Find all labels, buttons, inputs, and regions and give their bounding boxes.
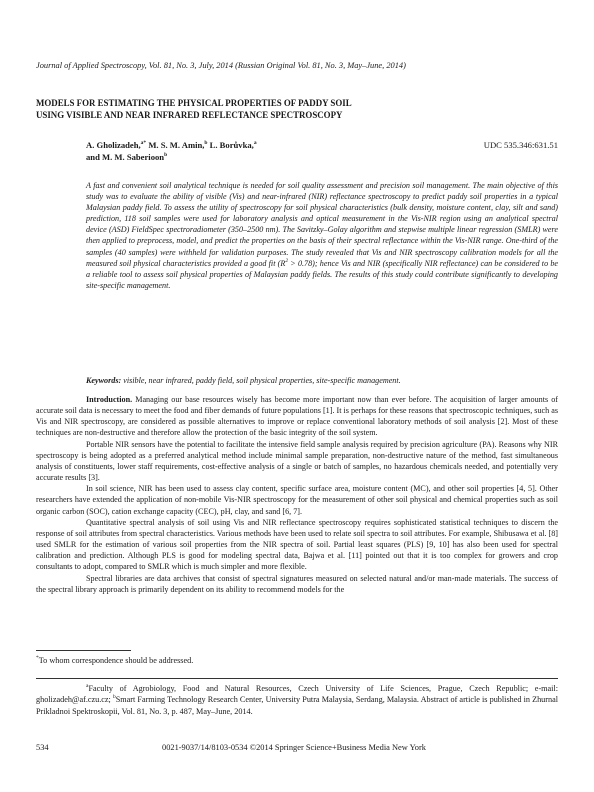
author-affiliation-mark: a* <box>140 140 147 146</box>
abstract <box>86 180 558 291</box>
body-text <box>36 394 558 595</box>
affiliation-mark: b <box>112 694 116 701</box>
paragraph: Portable NIR sensors have the potential to facilitate the intensive field sample analysis required by precision agriculture (PA). Reasons why NIR spectroscopy is being adopted as a preferred analytical method include minimal sample preparation, non-destructive nature of the method, fast simultaneous analysis of constituents, lower staff requirements, cost-effective analysis of a single or batch of samples, no hazardous chemicals needed, and potentially very accurate results [3]. <box>36 439 558 483</box>
page-number: 534 <box>36 743 49 752</box>
journal-citation-line: Journal of Applied Spectroscopy, Vol. 81, No. 3, July, 2014 (Russian Original Vol. 81, No. 3, May–June, 2014) <box>36 61 406 70</box>
article-title <box>36 97 558 121</box>
title-line-2: USING VISIBLE AND NEAR INFRARED REFLECTANCE SPECTROSCOPY <box>36 110 343 120</box>
author-name: M. S. M. Amin, <box>146 140 205 150</box>
footnote-divider <box>36 650 131 651</box>
affiliation-mark: a <box>86 683 89 689</box>
paragraph: In soil science, NIR has been used to assess clay content, specific surface area, moisture content (MC), and other soil properties [4, 5]. Other researchers have extended the application of non-mobile Vis-NIR spectroscopy for the measurement of other soil physical and chemical properties such as soil organic carbon (SOC), cation exchange capacity (CEC), pH, clay, and sand [6, 7]. <box>36 484 558 516</box>
author-line-1 <box>86 140 456 152</box>
section-heading-introduction: Introduction. <box>86 395 133 404</box>
title-line-1: MODELS FOR ESTIMATING THE PHYSICAL PROPERTIES OF PADDY SOIL <box>36 98 352 108</box>
author-line-2 <box>86 152 456 164</box>
udc-code: UDC 535.346:631.51 <box>483 140 558 150</box>
paragraph-text: Managing our base resources wisely has become more important now than ever before. The acquisition of larger amounts of accurate soil data is necessary to meet the food and fiber demands of future populations [1]. It is perhaps for these reasons that spectroscopic techniques, such as Vis and NIR spectroscopy, are considered as possible alternatives to improve or replace conventional laboratory methods of soil analysis [2]. Most of these techniques are non-destructive and therefore allow the protection of the basic integrity of the soil system. <box>36 395 558 438</box>
author-name: L. Borůvka, <box>207 140 254 150</box>
affiliation-a: Faculty of Agrobiology, Food and Natural Resources, Czech University of Life Sciences, Prague, Czech Republic; e-mail: gholizadeh@af.czu.cz; <box>36 684 558 705</box>
paragraph: Spectral libraries are data archives that consist of spectral signatures measured on selected natural and/or man-made materials. The success of the spectral library approach is primarily dependent on its ability to recommend models for the <box>36 573 558 594</box>
author-affiliation-mark: b <box>204 140 208 146</box>
abstract-text-end: > 0.78); hence Vis and NIR (specifically NIR reflectance) can be considered to be a reliable tool to assess soil physical properties of Malaysian paddy fields. The results of this study could contribute significantly to developing site-specific management. <box>86 258 558 290</box>
author-name: A. Gholizadeh, <box>86 140 141 150</box>
keywords-label: Keywords: <box>86 376 122 385</box>
affiliations <box>36 683 558 717</box>
author-list <box>86 140 456 163</box>
footnote-text: To whom correspondence should be addressed. <box>38 656 194 665</box>
abstract-text: A fast and convenient soil analytical technique is needed for soil quality assessment and precision soil management. The main objective of this study was to evaluate the ability of visible (Vis) and near-infrared (NIR) reflectance spectroscopy to predict paddy soil properties in a typical Malaysian paddy field. To assess the utility of spectroscopy for soil physical characteristics (bulk density, moisture content, clay, silt and sand) prediction, 118 soil samples were used for laboratory analysis and optical measurement in the Vis-NIR region using an analytical spectral device (ASD) FieldSpec spectroradiometer (350–2500 nm). The Savitzky–Golay algorithm and stepwise multiple linear regression (SMLR) were then applied to preprocess, model, and predict the properties on the basis of their spectral reflectance within the Vis-NIR range. One-third of the samples (40 samples) were withheld for validation purposes. The study revealed that Vis and NIR spectroscopy calibration models for all the measured soil physical characteristics provided a good fit (R <box>86 181 558 268</box>
paragraph: Quantitative spectral analysis of soil using Vis and NIR reflectance spectroscopy requires sophisticated statistical techniques to discern the response of soil attributes from spectral characteristics. Various methods have been used to relate soil spectra to soil attributes. For example, Shibusawa et al. [8] used SMLR for the estimation of various soil properties from the NIR spectra of soil. Partial least squares (PLS) [9, 10] has also been used for spectral calibration and prediction. Although PLS is good for modeling spectral data, Bajwa et al. [11] pointed out that it is too complex for growers and crop consultants to adopt, compared to SMLR which is much simpler and more flexible. <box>36 517 558 572</box>
paragraph-introduction <box>36 394 558 439</box>
footnote-mark: * <box>36 655 39 661</box>
keywords <box>86 375 558 386</box>
issn-copyright-line: 0021-9037/14/8103-0534 ©2014 Springer Science+Business Media New York <box>162 743 426 752</box>
author-name: and M. M. Saberioon <box>86 151 165 162</box>
keywords-list: visible, near infrared, paddy field, soil physical properties, site-specific management. <box>121 376 401 385</box>
affiliation-divider <box>36 678 558 679</box>
correspondence-footnote <box>36 655 558 666</box>
author-affiliation-mark: b <box>164 151 168 158</box>
affiliation-b: Smart Farming Technology Research Center, University Putra Malaysia, Serdang, Malaysia. Abstract of article is published in Zhurnal Prikladnoi Spektroskopii, Vol. 81, No. 3, p. 487, May–June, 2014. <box>36 695 558 716</box>
author-affiliation-mark: a <box>253 140 257 146</box>
r-squared-superscript: 2 <box>285 257 289 264</box>
